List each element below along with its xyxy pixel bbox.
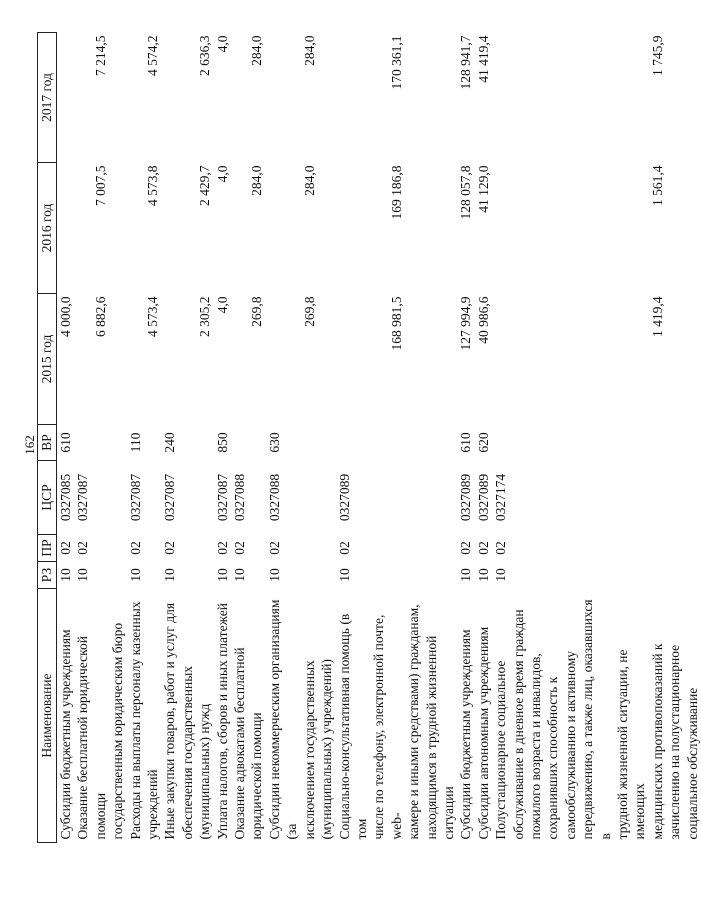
row-value-2015: 4 573,4	[145, 296, 161, 337]
row-rz: 10	[475, 568, 491, 582]
row-vr: 630	[266, 432, 282, 453]
header-2017: 2017 год	[38, 33, 57, 163]
row-value-2017: 4 574,2	[145, 35, 161, 76]
row-pr: 02	[162, 541, 178, 555]
row-vr: 610	[58, 432, 73, 453]
row-name: Субсидии бюджетным учреждениям	[58, 629, 73, 840]
row-value-2016: 4,0	[214, 165, 230, 183]
row-value-2016: 2 429,7	[197, 165, 213, 206]
row-value-2016: 128 057,8	[458, 165, 474, 220]
row-csr: 0327085	[58, 473, 73, 522]
header-rz: РЗ	[38, 562, 57, 589]
row-value-2015: 127 994,9	[458, 296, 474, 351]
row-csr: 0327089	[475, 473, 491, 522]
row-name: Уплата налогов, сборов и иных платежей	[214, 603, 230, 840]
row-value-2015: 2 305,2	[197, 296, 213, 337]
row-pr: 02	[127, 541, 143, 555]
row-vr: 110	[127, 432, 143, 453]
row-rz: 10	[58, 568, 73, 582]
header-name: Наименование	[38, 589, 57, 843]
row-csr: 0327088	[266, 473, 282, 522]
row-csr: 0327087	[162, 473, 178, 522]
page-number: 162	[22, 435, 37, 455]
row-csr: 0327087	[214, 473, 230, 522]
row-vr	[492, 425, 701, 461]
row-value-2015: 269,8	[301, 296, 317, 327]
row-pr: 02	[475, 541, 491, 555]
header-pr: ПР	[38, 535, 57, 562]
row-vr	[336, 425, 458, 461]
row-value-2017: 7 214,5	[92, 35, 108, 76]
row-rz: 10	[127, 568, 143, 582]
row-value-2015: 40 986,6	[475, 296, 491, 344]
row-value-2015: 4 000,0	[58, 296, 73, 337]
row-value-2015: 1 419,4	[649, 296, 665, 337]
table-row	[492, 33, 701, 843]
row-rz: 10	[214, 568, 230, 582]
row-value-2016: 41 129,0	[475, 165, 491, 213]
row-value-2016: 284,0	[301, 165, 317, 196]
row-csr: 0327088	[232, 473, 248, 522]
row-rz: 10	[458, 568, 474, 582]
row-value-2015: 6 882,6	[92, 296, 108, 337]
budget-table	[37, 32, 701, 843]
table-row	[336, 33, 458, 843]
table-row	[231, 33, 266, 843]
row-value-2017: 1 745,9	[649, 35, 665, 76]
header-2016: 2016 год	[38, 163, 57, 294]
row-vr: 850	[214, 432, 230, 453]
row-name: Иные закупки товаров, работ и услуг для обеспечения государственных (муниципальных) нужд	[162, 602, 213, 840]
row-rz: 10	[232, 568, 248, 582]
row-name: Субсидии бюджетным учреждениям	[458, 629, 474, 840]
header-csr: ЦСР	[38, 461, 57, 535]
table-row	[214, 33, 231, 843]
table-row	[161, 33, 213, 843]
table-header-row	[38, 33, 57, 843]
row-rz: 10	[336, 568, 352, 582]
row-csr: 0327087	[127, 473, 143, 522]
row-value-2017: 4,0	[214, 35, 230, 53]
row-vr	[231, 425, 266, 461]
row-rz: 10	[162, 568, 178, 582]
row-pr: 02	[493, 541, 509, 555]
row-value-2016: 4 573,8	[145, 165, 161, 206]
row-rz: 10	[266, 568, 282, 582]
row-name: Субсидии некоммерческим организациям (за исключением государственных (муниципальных) учреждений)	[266, 599, 335, 840]
row-name: Оказание бесплатной юридической помощи государственным юридическим бюро	[75, 622, 126, 840]
row-vr	[74, 425, 126, 461]
table-row	[127, 33, 162, 843]
row-name: Полустационарное социальное обслуживание в дневное время граждан пожилого возраста и инвалидов, сохранивших способность к самообслуживанию и активному передвижению, а также лиц, оказавшихся в трудной жизненной ситуации, не имеющих медицинских противопоказаний к зачислению на полустационарное социальное обслуживание	[493, 599, 700, 840]
row-csr: 0327089	[336, 473, 352, 522]
row-value-2017: 2 636,3	[197, 35, 213, 76]
row-pr: 02	[214, 541, 230, 555]
row-name: Оказание адвокатами бесплатной юридической помощи	[232, 647, 265, 840]
row-name: Социально-консультативная помощь (в том числе по телефону, электронной почте, web- камере и иными средствами) гражданам, находящимся в трудной жизненной ситуации	[336, 604, 456, 840]
row-value-2016: 7 007,5	[92, 165, 108, 206]
row-rz: 10	[493, 568, 509, 582]
row-pr: 02	[458, 541, 474, 555]
header-2015: 2015 год	[38, 294, 57, 425]
row-name: Субсидии автономным учреждениям	[475, 626, 491, 840]
table-row	[475, 33, 492, 843]
row-name: Расходы на выплаты персоналу казенных учреждений	[127, 601, 161, 840]
table-row	[74, 33, 126, 843]
table-row	[57, 33, 75, 843]
row-value-2016: 169 186,8	[388, 165, 404, 220]
row-vr: 240	[162, 432, 178, 453]
row-pr: 02	[232, 541, 248, 555]
row-value-2017: 128 941,7	[458, 35, 474, 90]
table-row	[457, 33, 474, 843]
row-pr: 02	[336, 541, 352, 555]
row-vr: 620	[475, 432, 491, 453]
header-vr: ВР	[38, 425, 57, 461]
row-value-2017: 170 361,1	[388, 35, 404, 90]
table-body	[57, 33, 701, 843]
row-value-2016: 284,0	[249, 165, 265, 196]
row-vr: 610	[458, 432, 474, 453]
row-pr: 02	[75, 541, 91, 555]
row-rz: 10	[75, 568, 91, 582]
row-value-2015: 4,0	[214, 296, 230, 314]
row-pr: 02	[266, 541, 282, 555]
row-csr: 0327087	[75, 473, 91, 522]
table-row	[266, 33, 336, 843]
row-value-2017: 41 419,4	[475, 35, 491, 83]
row-value-2015: 168 981,5	[388, 296, 404, 351]
row-value-2016: 1 561,4	[649, 165, 665, 206]
row-value-2015: 269,8	[249, 296, 265, 327]
row-value-2017: 284,0	[249, 35, 265, 66]
row-csr: 0327174	[493, 473, 509, 522]
row-value-2017: 284,0	[301, 35, 317, 66]
row-pr: 02	[58, 541, 73, 555]
row-csr: 0327089	[458, 473, 474, 522]
